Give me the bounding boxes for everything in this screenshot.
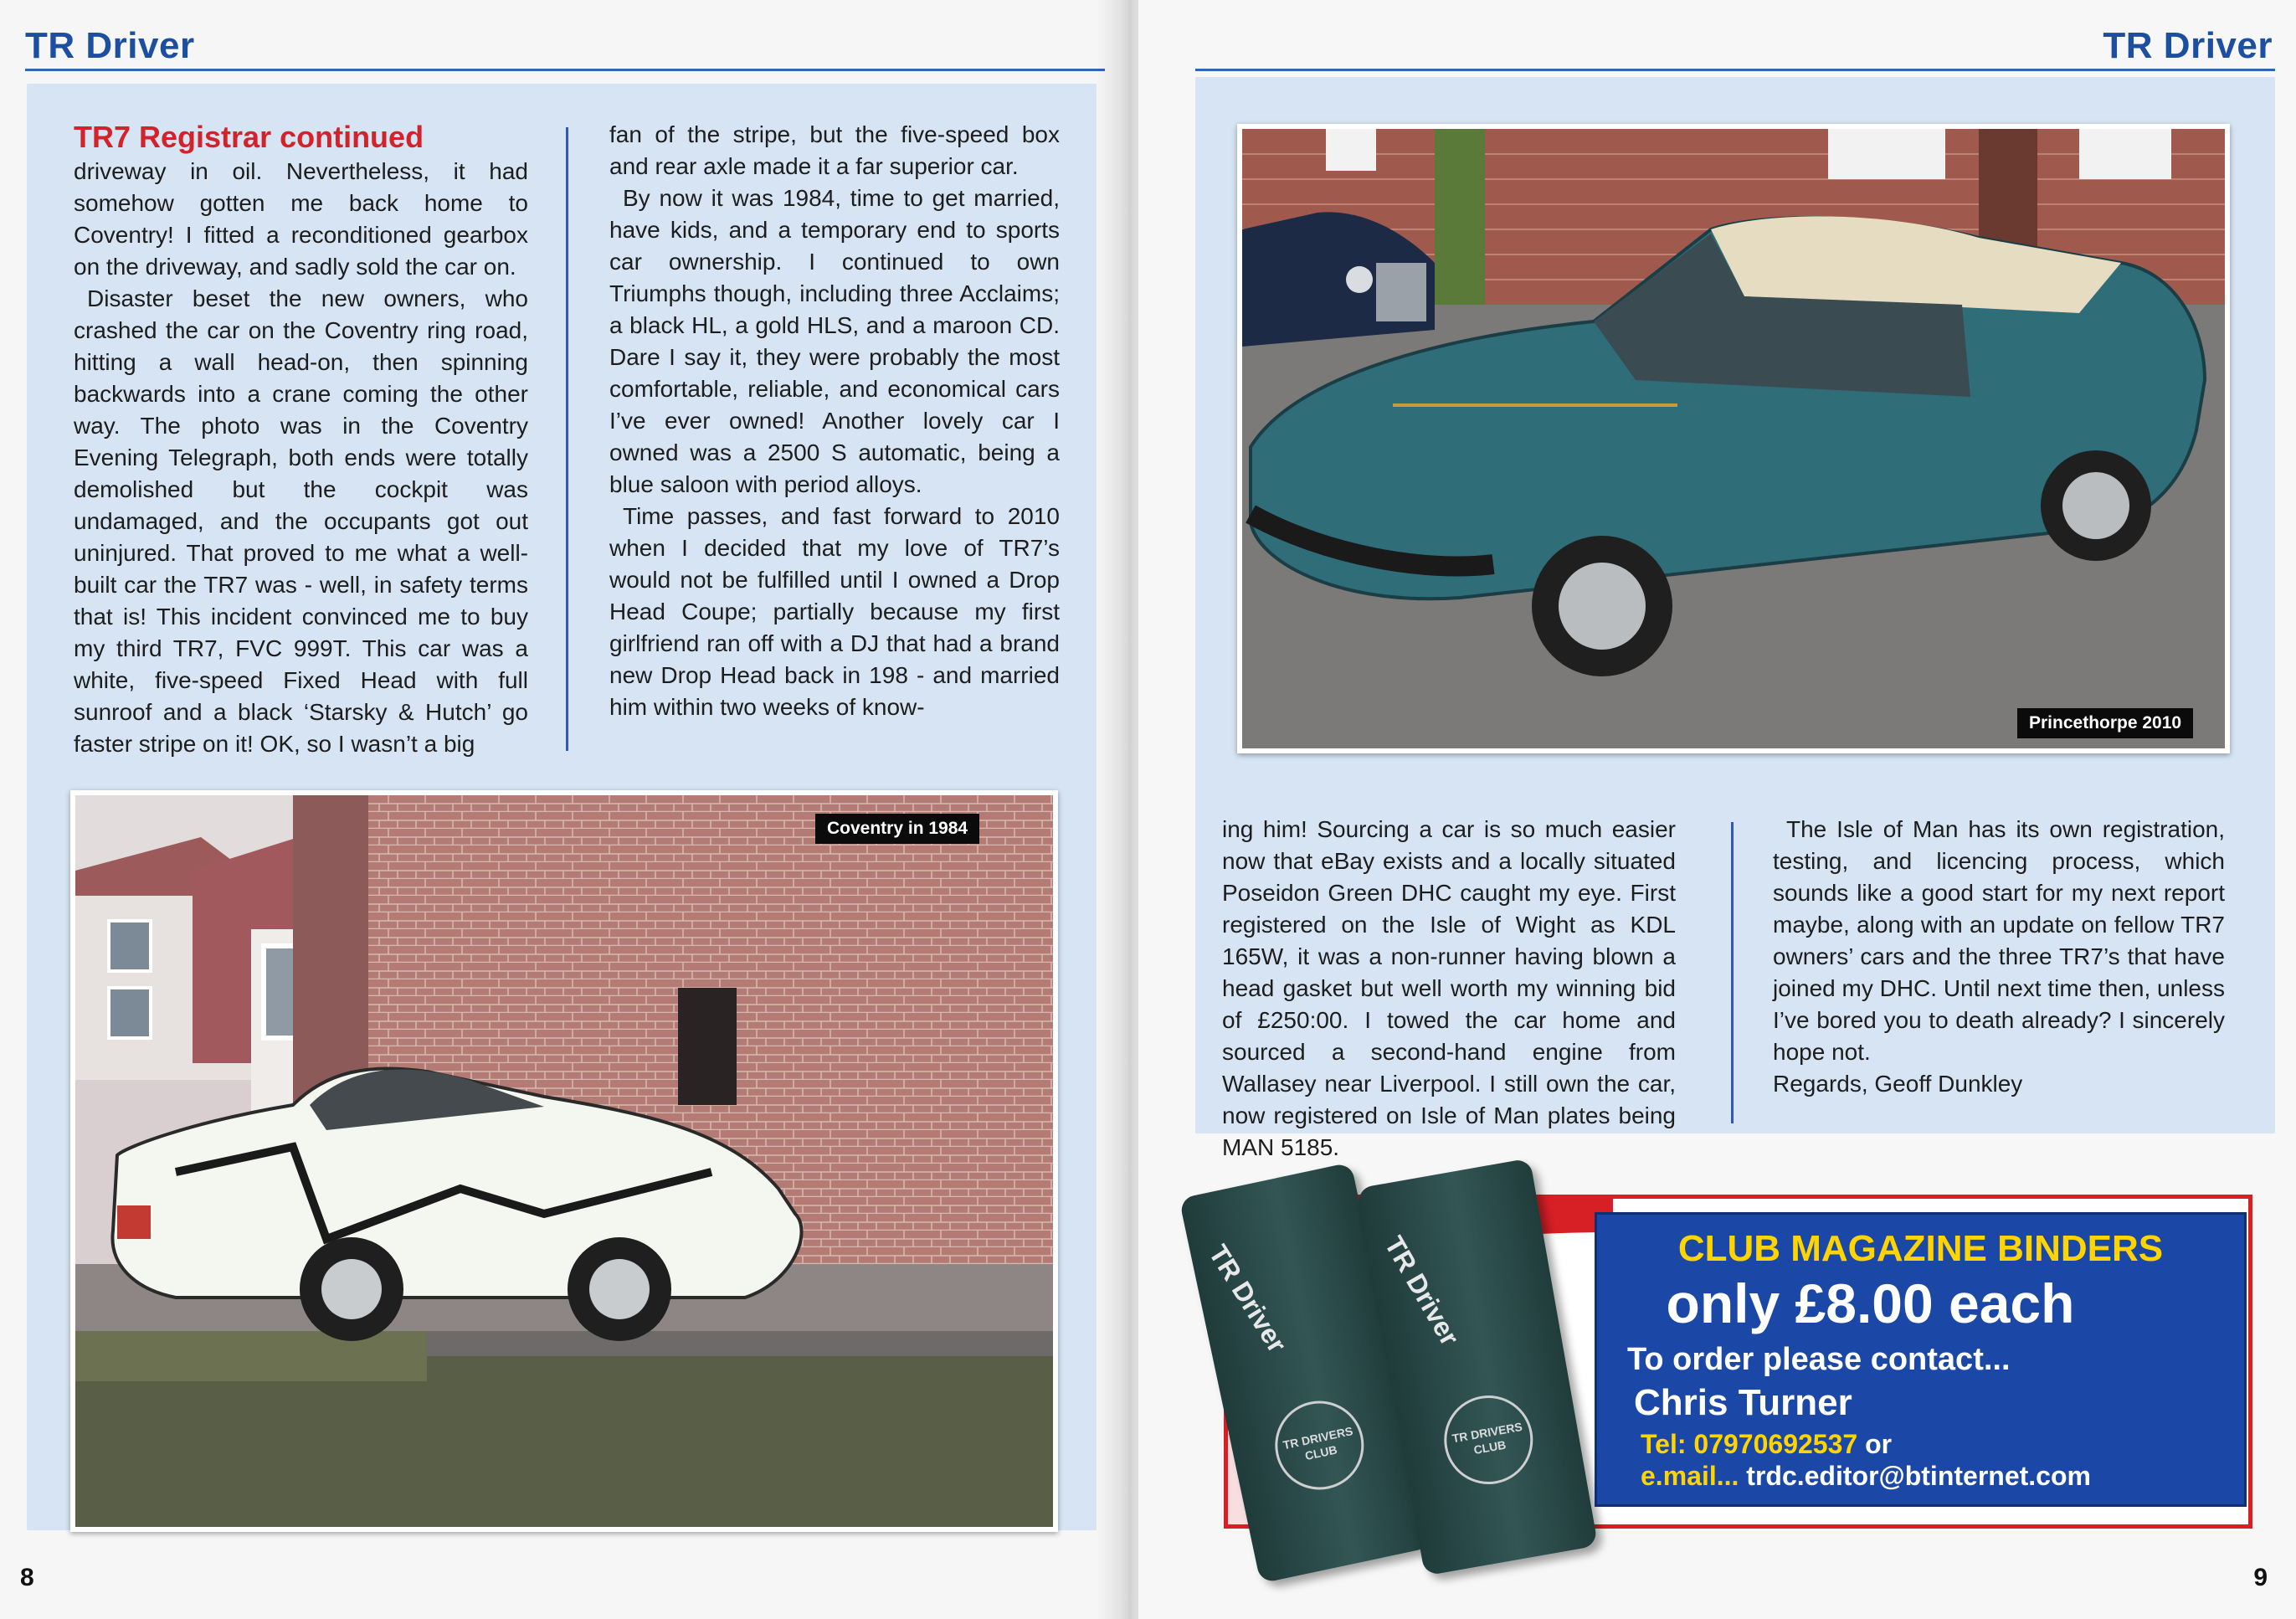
column-divider: [566, 127, 568, 751]
binder-spine-text: TR Driver: [1379, 1231, 1466, 1351]
masthead-left: TR Driver: [25, 25, 195, 66]
masthead-right: TR Driver: [2103, 25, 2273, 66]
photo-caption: Coventry in 1984: [815, 814, 979, 844]
article-column-1: [1222, 814, 1676, 1164]
photo-caption: Princethorpe 2010: [2017, 708, 2193, 738]
binder-spine-text: TR Driver: [1203, 1239, 1293, 1358]
page-number-left: 8: [20, 1564, 34, 1591]
advert-email-address: trdc.editor@btinternet.com: [1746, 1461, 2091, 1491]
article-column-2: [1773, 814, 2225, 1100]
advert-contact-name: Chris Turner: [1634, 1382, 1852, 1423]
photo-white-tr7-fixed-head: [75, 795, 1053, 1527]
section-title: TR7 Registrar continued: [74, 120, 424, 154]
photo-green-tr7-dhc: [1242, 129, 2225, 748]
paragraph: fan of the stripe, but the five-speed box and rear axle made it a far superior car.: [609, 121, 1060, 179]
article-column-2: [609, 119, 1060, 723]
article-column-1: [74, 119, 528, 760]
column-divider: [1731, 822, 1734, 1123]
paragraph: driveway in oil. Nevertheless, it had somehow gotten me back home to Coventry! I fitted a reconditioned gearbox on the driveway, and sadly sold the car on.: [74, 158, 528, 280]
paragraph: The Isle of Man has its own registration, testing, and licencing process, which sounds like a good start for my next report maybe, along with an update on fellow TR7 owners’ cars and the three TR7’s that have joined my DHC. Until next time then, unless I’ve bored you to death already? I sincerely hope not.: [1773, 816, 2225, 1065]
binder-club-logo: TR DRIVERS CLUB: [1266, 1393, 1372, 1498]
photo-princethorpe-2010: [1237, 124, 2230, 753]
advert-tel-number: 07970692537: [1693, 1429, 1858, 1459]
advert-or: or: [1865, 1429, 1893, 1459]
binder-club-logo: TR DRIVERS CLUB: [1437, 1389, 1540, 1492]
page-number-right: 9: [2253, 1564, 2268, 1591]
advert-email: [1641, 1461, 2288, 1492]
paragraph: By now it was 1984, time to get married, have kids, and a temporary end to sports car ownership. I continued to own Triumphs though, including three Acclaims; a black HL, a gold HLS, and a maroon CD. Dare I say it, they were probably the most comfortable, reliable, and economical cars I’ve ever owned! Another lovely car I owned was a 2500 S automatic, being a blue saloon with period alloys.: [609, 185, 1060, 497]
advert-headline: CLUB MAGAZINE BINDERS: [1677, 1228, 2164, 1269]
paragraph: ing him! Sourcing a car is so much easier now that eBay exists and a locally situated Poseidon Green DHC caught my eye. First registered on the Isle of Wight as KDL 165W, it was a non-runner having blown a head gasket but well worth my winning bid of £250:00. I towed the car home and sourced a second-hand engine from Wallasey near Liverpool. I still own the car, now registered on Isle of Man plates being MAN 5185.: [1222, 816, 1676, 1160]
photo-coventry-1984: [70, 790, 1058, 1532]
advert-text-panel: [1595, 1212, 2247, 1507]
advert-email-label: e.mail...: [1641, 1461, 1739, 1491]
advert-order-line: To order please contact...: [1627, 1342, 2011, 1377]
paragraph: Disaster beset the new owners, who crashed the car on the Coventry ring road, hitting a wall head-on, then spinning backwards into a crane coming the other way. The photo was in the Coventry Evening Telegraph, both ends were totally demolished but the cockpit was undamaged, and the occupants got out uninjured. That proved to me what a well-built car the TR7 was - well, in safety terms that is! This incident convinced me to buy my third TR7, FVC 999T. This car was a white, five-speed Fixed Head with full sunroof and a black ‘Starsky & Hutch’ go faster stripe on it! OK, so I wasn’t a big: [74, 285, 528, 757]
advert-price: only £8.00 each: [1666, 1272, 2075, 1334]
sign-off: Regards, Geoff Dunkley: [1773, 1071, 2023, 1097]
masthead-rule-right: [1195, 69, 2275, 71]
advert-telephone: [1641, 1429, 2288, 1460]
left-page: [0, 0, 1122, 1619]
advert-tel-label: Tel:: [1641, 1429, 1687, 1459]
masthead-rule-left: [25, 69, 1105, 71]
paragraph: Time passes, and fast forward to 2010 when I decided that my love of TR7’s would not be fulfilled until I owned a Drop Head Coupe; partially because my first girlfriend ran off with a DJ that had a brand new Drop Head back in 198 - and married him within two weeks of know-: [609, 503, 1060, 720]
